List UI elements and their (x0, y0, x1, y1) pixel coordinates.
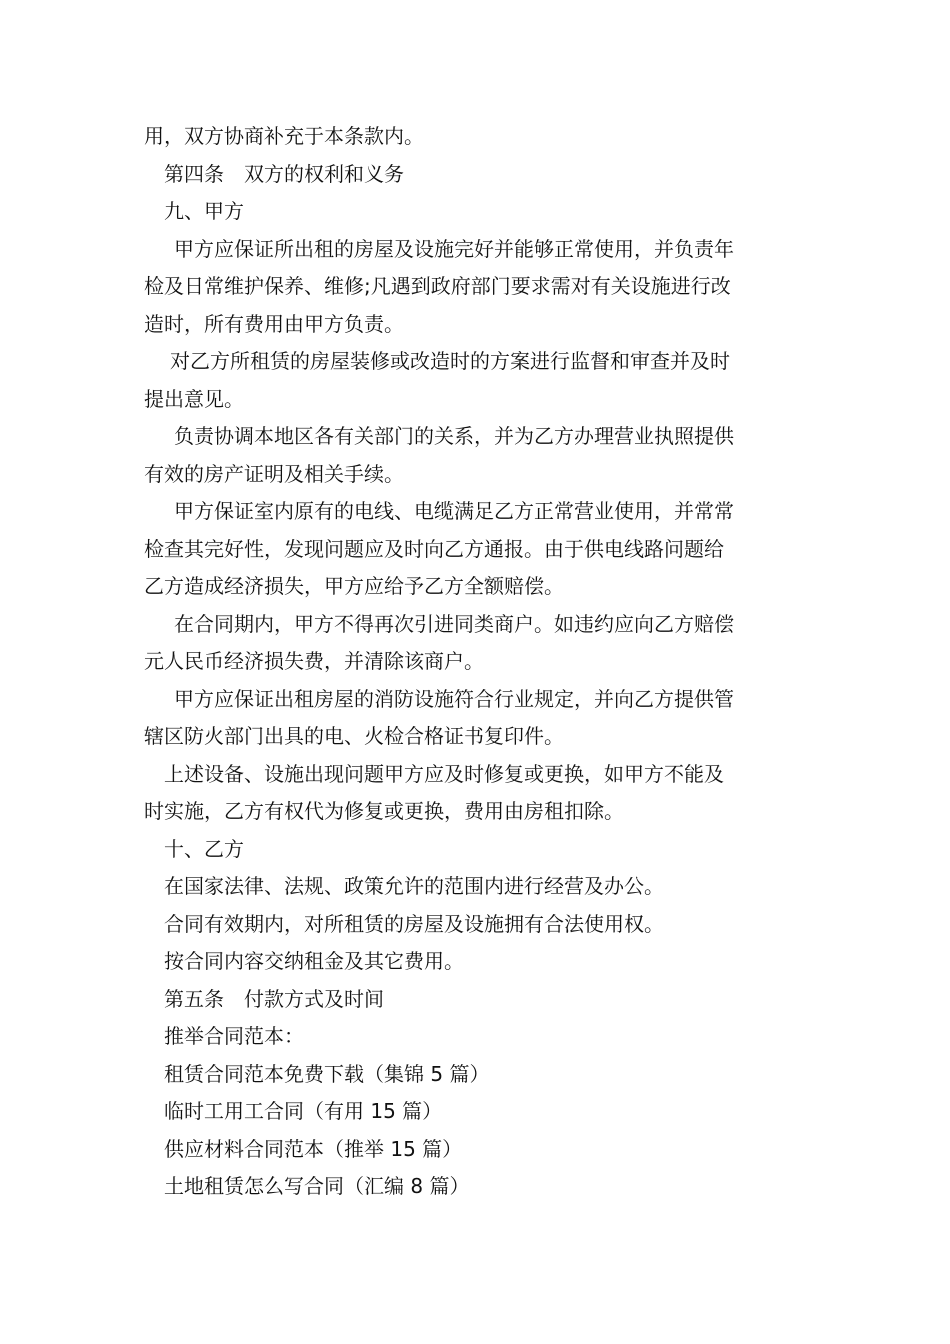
text-line: 乙方造成经济损失，甲方应给予乙方全额赔偿。 (144, 574, 564, 598)
text-line: 有效的房产证明及相关手续。 (144, 461, 404, 486)
text-line: 在合同期内，甲方不得再次引进同类商户。如违约应向乙方赔偿 (174, 611, 734, 636)
text-line: 提出意见。 (144, 386, 244, 411)
text-line: 第五条 付款方式及时间 (164, 986, 384, 1011)
text-line: 检查其完好性，发现问题应及时向乙方通报。由于供电线路问题给 (144, 536, 724, 561)
text-line: 临时工用工合同（有用 15 篇） (164, 1099, 443, 1123)
text-line: 租赁合同范本免费下载（集锦 5 篇） (164, 1061, 490, 1086)
text-line: 甲方应保证所出租的房屋及设施完好并能够正常使用，并负责年 (174, 236, 734, 261)
text-line: 时实施，乙方有权代为修复或更换，费用由房租扣除。 (144, 799, 624, 823)
text-line: 土地租赁怎么写合同（汇编 8 篇） (164, 1174, 470, 1198)
document-body (144, 118, 814, 1206)
text-line: 上述设备、设施出现问题甲方应及时修复或更换，如甲方不能及 (164, 761, 724, 786)
text-line: 辖区防火部门出具的电、火检合格证书复印件。 (144, 724, 564, 748)
text-line: 九、甲方 (164, 199, 244, 223)
text-line: 甲方保证室内原有的电线、电缆满足乙方正常营业使用，并常常 (174, 499, 734, 523)
text-line: 推举合同范本： (164, 1024, 304, 1048)
text-line: 检及日常维护保养、维修;凡遇到政府部门要求需对有关设施进行改 (144, 274, 731, 298)
text-line: 用，双方协商补充于本条款内。 (144, 124, 424, 148)
text-line: 按合同内容交纳租金及其它费用。 (164, 949, 464, 973)
text-line: 对乙方所租赁的房屋装修或改造时的方案进行监督和审查并及时 (170, 349, 730, 373)
text-line: 甲方应保证出租房屋的消防设施符合行业规定，并向乙方提供管 (174, 686, 734, 711)
text-line: 十、乙方 (164, 836, 244, 861)
text-line: 造时，所有费用由甲方负责。 (144, 311, 404, 336)
text-line: 供应材料合同范本（推举 15 篇） (164, 1136, 463, 1161)
text-line: 负责协调本地区各有关部门的关系，并为乙方办理营业执照提供 (174, 424, 734, 448)
text-line: 合同有效期内，对所租赁的房屋及设施拥有合法使用权。 (164, 911, 664, 936)
text-line: 第四条 双方的权利和义务 (164, 161, 404, 186)
text-line: 元人民币经济损失费，并清除该商户。 (144, 649, 484, 673)
text-line: 在国家法律、法规、政策允许的范围内进行经营及办公。 (164, 874, 664, 898)
